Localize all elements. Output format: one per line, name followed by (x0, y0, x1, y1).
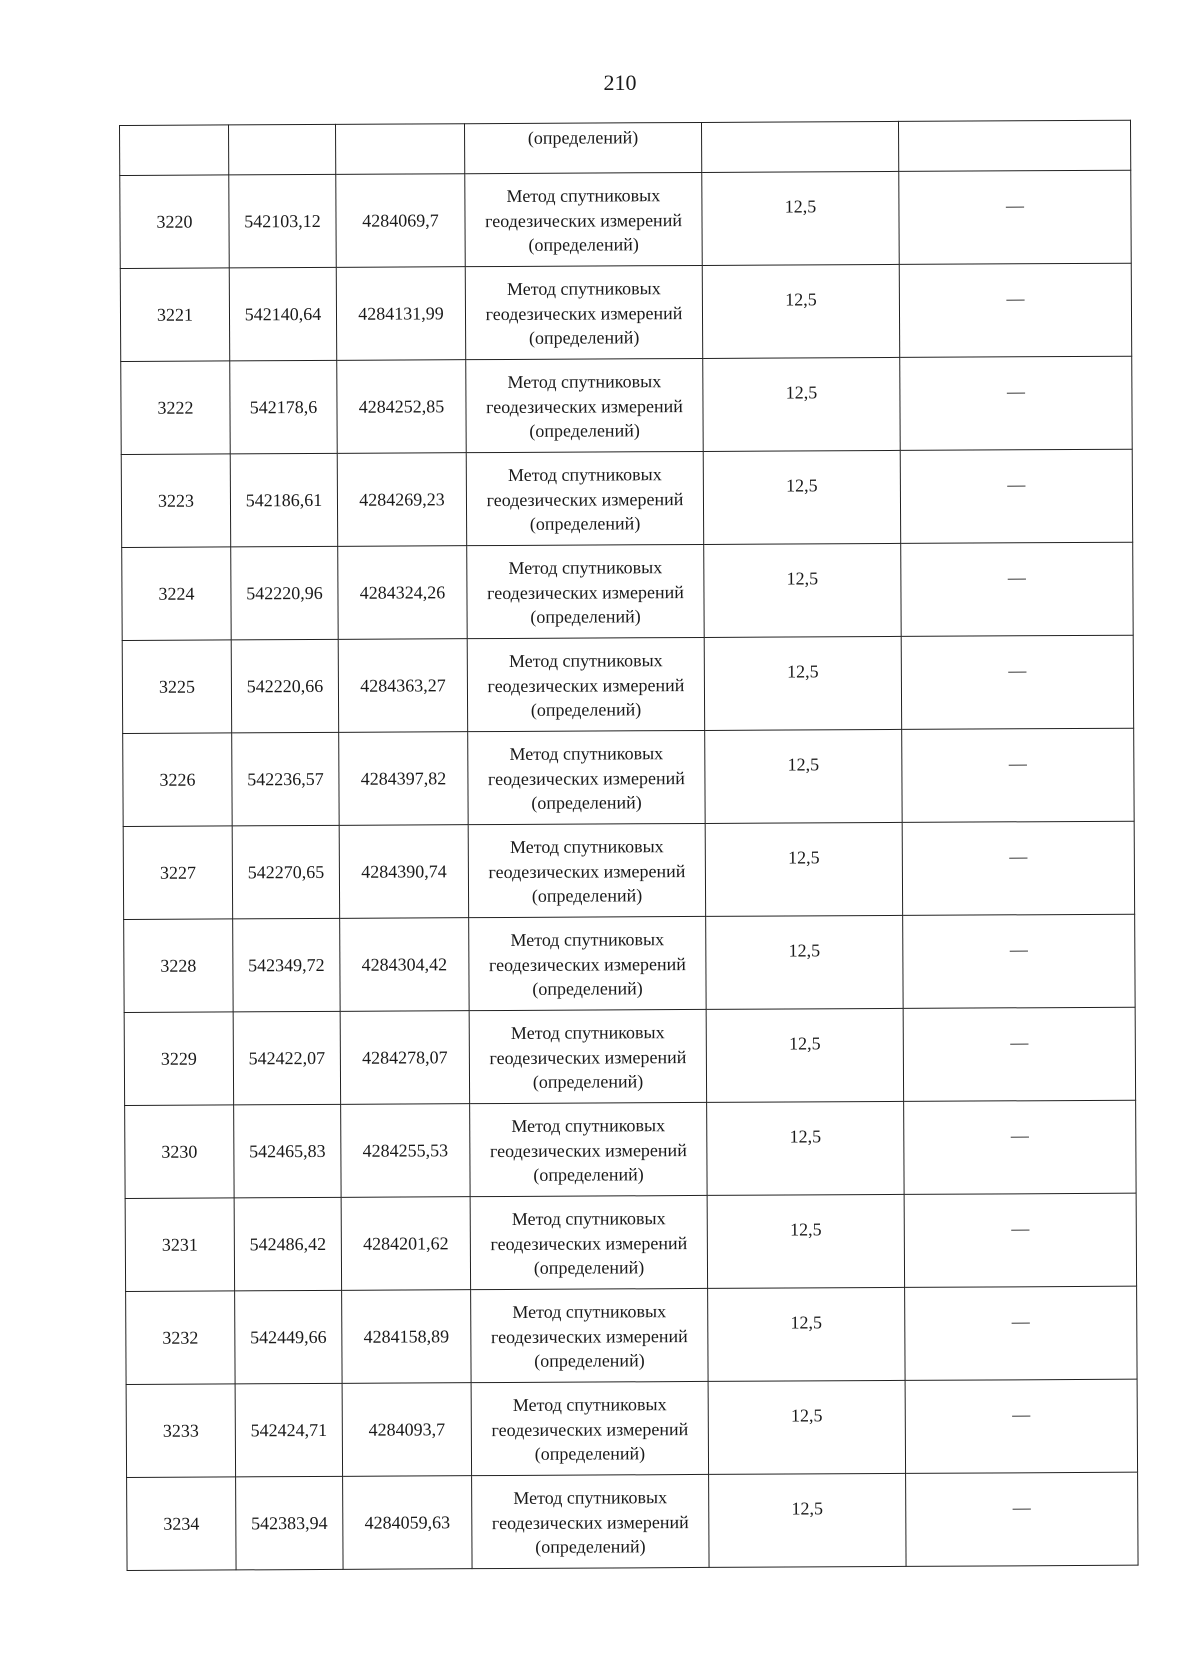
accuracy-cell (704, 543, 901, 637)
method-line: Метод спутниковых (508, 650, 663, 672)
page-number: 210 (603, 70, 637, 95)
cell-note-empty (898, 120, 1130, 171)
method-line: геодезических измерений (485, 302, 683, 324)
point-number-cell: 3226 (123, 733, 232, 827)
coordinate-x-cell: 542270,65 (232, 825, 339, 919)
note-cell (905, 1286, 1137, 1380)
method-cell (468, 823, 705, 917)
method-cell (471, 1288, 708, 1382)
accuracy-value: 12,5 (789, 1219, 822, 1240)
cell-method-tail: (определений) (464, 122, 701, 173)
method-line: (определений) (535, 1536, 646, 1558)
accuracy-cell (705, 822, 902, 916)
coordinate-y-cell: 4284131,99 (336, 267, 465, 361)
accuracy-cell (705, 729, 902, 823)
method-line: (определений) (530, 699, 642, 721)
coordinate-y-cell: 4284069,7 (336, 174, 465, 268)
accuracy-cell (704, 636, 901, 730)
method-cell (469, 916, 706, 1010)
coordinate-x-cell: 542349,72 (233, 918, 340, 1012)
method-cell (470, 1195, 707, 1289)
coordinates-table (119, 120, 1139, 1571)
table-row (125, 1193, 1136, 1291)
coordinate-x-cell: 542236,57 (232, 732, 339, 826)
accuracy-value: 12,5 (787, 661, 819, 682)
method-line: Метод спутниковых (512, 1394, 667, 1416)
point-number-cell: 3223 (121, 454, 230, 548)
note-dash: — (1005, 195, 1024, 216)
method-line: геодезических измерений (490, 1232, 688, 1254)
coordinate-y-cell: 4284304,42 (340, 918, 469, 1012)
accuracy-value: 12,5 (784, 196, 817, 217)
method-cell (466, 451, 703, 545)
method-cell (466, 358, 703, 452)
method-line: (определений) (532, 1071, 644, 1093)
method-cell (467, 544, 704, 638)
method-line: Метод спутниковых (508, 557, 663, 579)
accuracy-cell (708, 1380, 905, 1474)
coordinate-x-cell: 542140,64 (229, 267, 336, 361)
continuation-row (120, 120, 1131, 175)
table-row (124, 914, 1135, 1012)
method-cell (471, 1381, 708, 1475)
note-dash: — (1008, 660, 1027, 681)
note-cell (902, 728, 1134, 822)
point-number-cell: 3222 (121, 361, 230, 455)
note-dash: — (1009, 846, 1028, 867)
method-line: Метод спутниковых (510, 1022, 665, 1044)
accuracy-cell (707, 1194, 904, 1288)
method-line: геодезических измерений (487, 767, 685, 789)
coordinate-y-cell: 4284059,63 (343, 1476, 472, 1570)
accuracy-cell (709, 1473, 906, 1567)
coordinate-x-cell: 542178,6 (230, 360, 337, 454)
coordinate-y-cell: 4284158,89 (342, 1290, 471, 1384)
coordinate-y-cell: 4284093,7 (342, 1383, 471, 1477)
coordinate-y-cell: 4284201,62 (341, 1197, 470, 1291)
method-line: (определений) (529, 420, 640, 442)
method-line: (определений) (534, 1443, 646, 1465)
accuracy-cell (707, 1101, 904, 1195)
note-dash: — (1006, 381, 1025, 402)
method-line: Метод спутниковых (509, 743, 664, 765)
method-line: геодезических измерений (489, 1046, 687, 1068)
method-line: (определений) (533, 1164, 644, 1186)
coordinate-y-cell: 4284278,07 (340, 1011, 469, 1105)
note-cell (901, 542, 1133, 636)
method-line: геодезических измерений (488, 953, 686, 975)
accuracy-value: 12,5 (788, 940, 821, 961)
method-line: Метод спутниковых (513, 1487, 668, 1509)
coordinate-y-cell: 4284397,82 (339, 732, 468, 826)
note-cell (899, 263, 1131, 357)
coordinate-y-cell: 4284255,53 (341, 1104, 470, 1198)
note-cell (903, 1007, 1135, 1101)
coordinate-x-cell: 542220,96 (231, 546, 338, 640)
note-dash: — (1007, 474, 1026, 495)
point-number-cell: 3228 (124, 919, 233, 1013)
coordinate-x-cell: 542465,83 (234, 1104, 341, 1198)
accuracy-value: 12,5 (789, 1033, 821, 1054)
note-cell (901, 635, 1133, 729)
accuracy-value: 12,5 (791, 1498, 824, 1519)
method-line: геодезических измерений (486, 488, 684, 510)
accuracy-value: 12,5 (790, 1312, 823, 1333)
method-line: (определений) (531, 792, 642, 814)
accuracy-value: 12,5 (786, 475, 818, 496)
method-line: Метод спутниковых (512, 1301, 667, 1323)
cell-y-empty (335, 124, 464, 175)
coordinate-x-cell: 542424,71 (235, 1383, 342, 1477)
table-body (120, 120, 1139, 1570)
accuracy-cell (706, 915, 903, 1009)
method-line: геодезических измерений (489, 1139, 687, 1161)
accuracy-value: 12,5 (788, 847, 820, 868)
note-cell (900, 356, 1132, 450)
method-cell (467, 637, 704, 731)
method-line: Метод спутниковых (506, 278, 661, 300)
cell-num-empty (120, 125, 229, 176)
point-number-cell: 3225 (122, 640, 231, 734)
method-line: (определений) (528, 327, 640, 349)
note-dash: — (1010, 1032, 1029, 1053)
method-line: Метод спутниковых (507, 371, 662, 393)
method-cell (465, 265, 702, 359)
table-row (121, 356, 1132, 454)
point-number-cell: 3229 (124, 1012, 233, 1106)
method-line: (определений) (531, 885, 643, 907)
table-row (122, 542, 1133, 640)
note-cell (904, 1100, 1136, 1194)
point-number-cell: 3220 (120, 175, 229, 269)
accuracy-cell (702, 264, 899, 358)
method-line: геодезических измерений (490, 1325, 688, 1347)
note-dash: — (1009, 939, 1028, 960)
method-line: Метод спутниковых (506, 185, 661, 207)
accuracy-value: 12,5 (787, 754, 820, 775)
method-line: (определений) (533, 1257, 645, 1279)
method-line: Метод спутниковых (507, 464, 662, 486)
table-row (123, 821, 1134, 919)
note-dash: — (1011, 1217, 1030, 1239)
method-line: Метод спутниковых (511, 1208, 666, 1230)
coordinate-x-cell: 542422,07 (233, 1011, 340, 1105)
coordinate-y-cell: 4284324,26 (338, 546, 467, 640)
point-number-cell: 3230 (125, 1105, 234, 1199)
note-dash: — (1008, 753, 1027, 774)
note-cell (904, 1193, 1136, 1287)
note-cell (902, 821, 1134, 915)
point-number-cell: 3232 (126, 1291, 235, 1385)
coordinate-y-cell: 4284363,27 (338, 639, 467, 733)
method-line: геодезических измерений (491, 1418, 689, 1440)
note-dash: — (1012, 1403, 1031, 1425)
point-number-cell: 3227 (123, 826, 232, 920)
accuracy-value: 12,5 (785, 289, 817, 310)
table-row (120, 263, 1131, 361)
cell-accuracy-empty (701, 121, 898, 172)
coordinate-y-cell: 4284269,23 (337, 453, 466, 547)
coordinate-y-cell: 4284390,74 (339, 825, 468, 919)
note-dash: — (1012, 1496, 1031, 1518)
method-line: геодезических измерений (486, 395, 683, 417)
coordinate-x-cell: 542220,66 (231, 639, 338, 733)
accuracy-value: 12,5 (786, 568, 819, 589)
method-line: геодезических измерений (488, 860, 686, 882)
accuracy-cell (703, 357, 900, 451)
method-line: геодезических измерений (485, 209, 682, 231)
accuracy-value: 12,5 (785, 382, 818, 403)
method-line: геодезических измерений (486, 581, 684, 603)
point-number-cell: 3234 (127, 1477, 236, 1571)
point-number-cell: 3233 (126, 1384, 235, 1478)
method-line: Метод спутниковых (510, 929, 665, 951)
note-cell (899, 170, 1131, 264)
accuracy-value: 12,5 (790, 1405, 823, 1426)
table-row (126, 1286, 1137, 1384)
note-cell (905, 1379, 1137, 1473)
note-dash: — (1006, 288, 1025, 309)
method-line: Метод спутниковых (511, 1115, 666, 1137)
table-row (120, 170, 1131, 268)
note-dash: — (1010, 1125, 1029, 1146)
table-row (127, 1472, 1138, 1570)
coordinate-x-cell: 542449,66 (235, 1290, 342, 1384)
coordinate-x-cell: 542103,12 (229, 174, 336, 268)
method-cell (465, 172, 702, 266)
table-row (125, 1100, 1136, 1198)
cell-x-empty (229, 124, 336, 175)
point-number-cell: 3224 (122, 547, 231, 641)
method-line: (определений) (530, 606, 641, 628)
method-cell (470, 1102, 707, 1196)
note-cell (903, 914, 1135, 1008)
method-cell (469, 1009, 706, 1103)
point-number-cell: 3221 (120, 268, 229, 362)
coordinate-y-cell: 4284252,85 (337, 360, 466, 454)
method-line: (определений) (528, 234, 639, 256)
method-line: геодезических измерений (487, 674, 685, 696)
method-cell (468, 730, 705, 824)
method-line: (определений) (529, 513, 641, 535)
table-row (123, 728, 1134, 826)
method-line: (определений) (534, 1350, 645, 1372)
table-row (121, 449, 1132, 547)
accuracy-value: 12,5 (789, 1126, 822, 1147)
point-number-cell: 3231 (125, 1198, 234, 1292)
note-cell (906, 1472, 1138, 1566)
coordinate-x-cell: 542486,42 (234, 1197, 341, 1291)
accuracy-cell (703, 450, 900, 544)
accuracy-cell (702, 171, 899, 265)
coordinate-x-cell: 542383,94 (236, 1476, 343, 1570)
coordinate-x-cell: 542186,61 (230, 453, 337, 547)
accuracy-cell (706, 1008, 903, 1102)
method-line: (определений) (532, 978, 643, 1000)
method-line: геодезических измерений (491, 1511, 689, 1533)
accuracy-cell (708, 1287, 905, 1381)
note-cell (900, 449, 1132, 543)
method-line: Метод спутниковых (509, 836, 664, 858)
note-dash: — (1007, 567, 1026, 588)
table-row (124, 1007, 1135, 1105)
note-dash: — (1011, 1310, 1030, 1332)
method-cell (472, 1474, 709, 1568)
table-row (122, 635, 1133, 733)
table-row (126, 1379, 1137, 1477)
